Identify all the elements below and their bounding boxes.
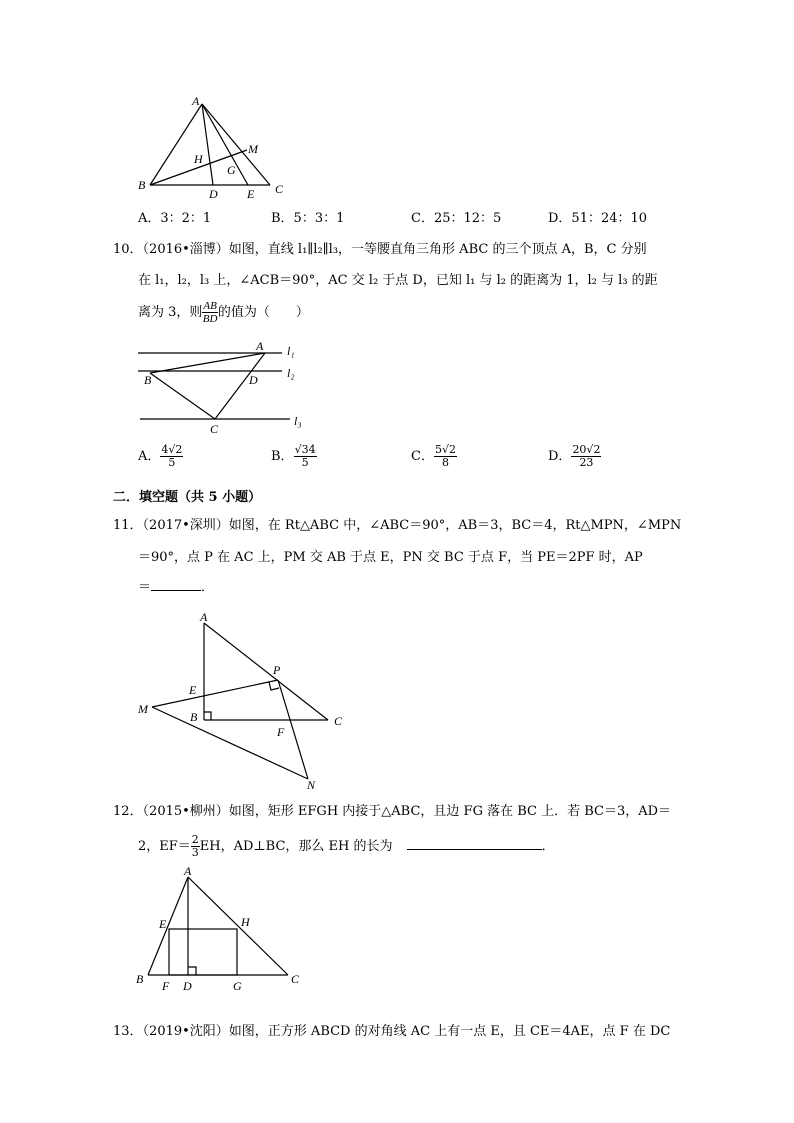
q10-option-a: A． $\frac{4√2}{5}$ <box>138 443 183 469</box>
figure-q12 <box>130 862 310 992</box>
q9-option-c: C．25：12：5 <box>411 211 502 226</box>
rectangle-efgh <box>169 929 237 975</box>
label-h: H <box>241 915 250 929</box>
segment-ac <box>204 623 328 720</box>
label-a: A <box>200 610 208 624</box>
label-l1: l₁ <box>287 344 295 358</box>
q11-line3: ＝ ． <box>138 580 215 595</box>
label-m: M <box>138 702 148 716</box>
q10-fraction-ab-bd <box>202 300 217 325</box>
label-c: C <box>334 714 343 728</box>
q10-line3-pre: 离为 3，则 <box>138 305 203 320</box>
label-c: C <box>291 972 300 986</box>
label-n: N <box>307 778 316 790</box>
label-g: G <box>233 979 242 992</box>
label-e: E <box>189 683 197 697</box>
figure-q11 <box>130 605 360 790</box>
figure-q10 <box>130 335 330 440</box>
label-h: H <box>194 152 203 166</box>
label-b: B <box>136 972 144 986</box>
segment-ad <box>202 104 213 185</box>
q12-line2: 2，EF＝ $\frac{2}{3}$ EH，AD⊥BC，那么 EH 的长为 ． <box>138 833 555 859</box>
section-title-fill-blank: 二．填空题（共 5 小题） <box>113 490 262 505</box>
segment-pm <box>152 680 278 707</box>
right-angle-d <box>188 967 196 975</box>
label-c: C <box>275 182 284 196</box>
label-e: E <box>247 187 255 201</box>
right-angle-p <box>269 682 279 690</box>
segment-ac <box>202 104 270 185</box>
q10-frac-den: BD <box>202 313 218 325</box>
label-b: B <box>144 373 152 387</box>
q9-option-b: B．5：3：1 <box>271 211 345 226</box>
label-l2: l₂ <box>287 366 295 380</box>
label-l3: l₃ <box>294 414 302 428</box>
segment-ac <box>188 877 288 975</box>
label-p: P <box>273 663 281 677</box>
q13-line1: 13．（2019•沈阳）如图，正方形 ABCD 的对角线 AC 上有一点 E，且 CE＝4AE，点 F 在 DC <box>113 1024 671 1039</box>
q10-option-c: C． $\frac{5√2}{8}$ <box>411 443 456 469</box>
segment-ab <box>150 353 265 373</box>
label-c: C <box>210 422 219 436</box>
figure-q9 <box>130 90 300 205</box>
q10-option-b: B． $\frac{√34}{5}$ <box>271 443 316 469</box>
label-d: D <box>249 373 258 387</box>
label-m: M <box>248 142 258 156</box>
q10-line2: 在 l₁，l₂，l₃ 上，∠ACB＝90°，AC 交 l₂ 于点 D，已知 l₁ 与 l₂ 的距离为 1，l₂ 与 l₃ 的距 <box>138 273 658 288</box>
segment-ab <box>150 104 202 185</box>
q12-answer-blank[interactable] <box>407 849 542 850</box>
q9-option-a: A．3：2：1 <box>138 211 212 226</box>
label-a: A <box>192 94 200 108</box>
label-e: E <box>159 917 167 931</box>
q10-frac-num: AB <box>203 300 217 312</box>
label-f: F <box>277 725 285 739</box>
q12-fraction: $\frac{2}{3}$ <box>191 833 199 859</box>
label-a: A <box>256 339 264 353</box>
q10-line3-post: 的值为（ ） <box>217 305 309 320</box>
label-g: G <box>227 163 236 177</box>
right-angle-b <box>204 712 211 720</box>
label-b: B <box>138 178 146 192</box>
q10-option-d: D． $\frac{20√2}{23}$ <box>548 443 601 469</box>
q10-line1: 10．（2016•淄博）如图，直线 l₁∥l₂∥l₃，一等腰直角三角形 ABC 的三个顶点 A，B，C 分别 <box>113 242 647 257</box>
q11-line2: ＝90°，点 P 在 AC 上，PM 交 AB 于点 E，PN 交 BC 于点 F，当 PE＝2PF 时，AP <box>138 550 643 565</box>
label-a: A <box>184 864 192 878</box>
label-b: B <box>190 710 198 724</box>
q10-line3 <box>138 300 309 325</box>
segment-ab <box>148 877 188 975</box>
segment-ae <box>202 104 248 185</box>
q11-line1: 11．（2017•深圳）如图，在 Rt△ABC 中，∠ABC＝90°，AB＝3，BC＝4，Rt△MPN，∠MPN <box>113 518 682 533</box>
label-f: F <box>162 979 170 992</box>
segment-bc <box>150 373 215 419</box>
q12-line1: 12．（2015•柳州）如图，矩形 EFGH 内接于△ABC，且边 FG 落在 BC 上．若 BC＝3，AD＝ <box>113 804 672 819</box>
q11-answer-blank[interactable] <box>151 590 201 591</box>
label-d: D <box>183 979 192 992</box>
segment-mn <box>152 707 308 779</box>
q9-option-d: D．51：24：10 <box>548 211 648 226</box>
label-d: D <box>209 187 218 201</box>
